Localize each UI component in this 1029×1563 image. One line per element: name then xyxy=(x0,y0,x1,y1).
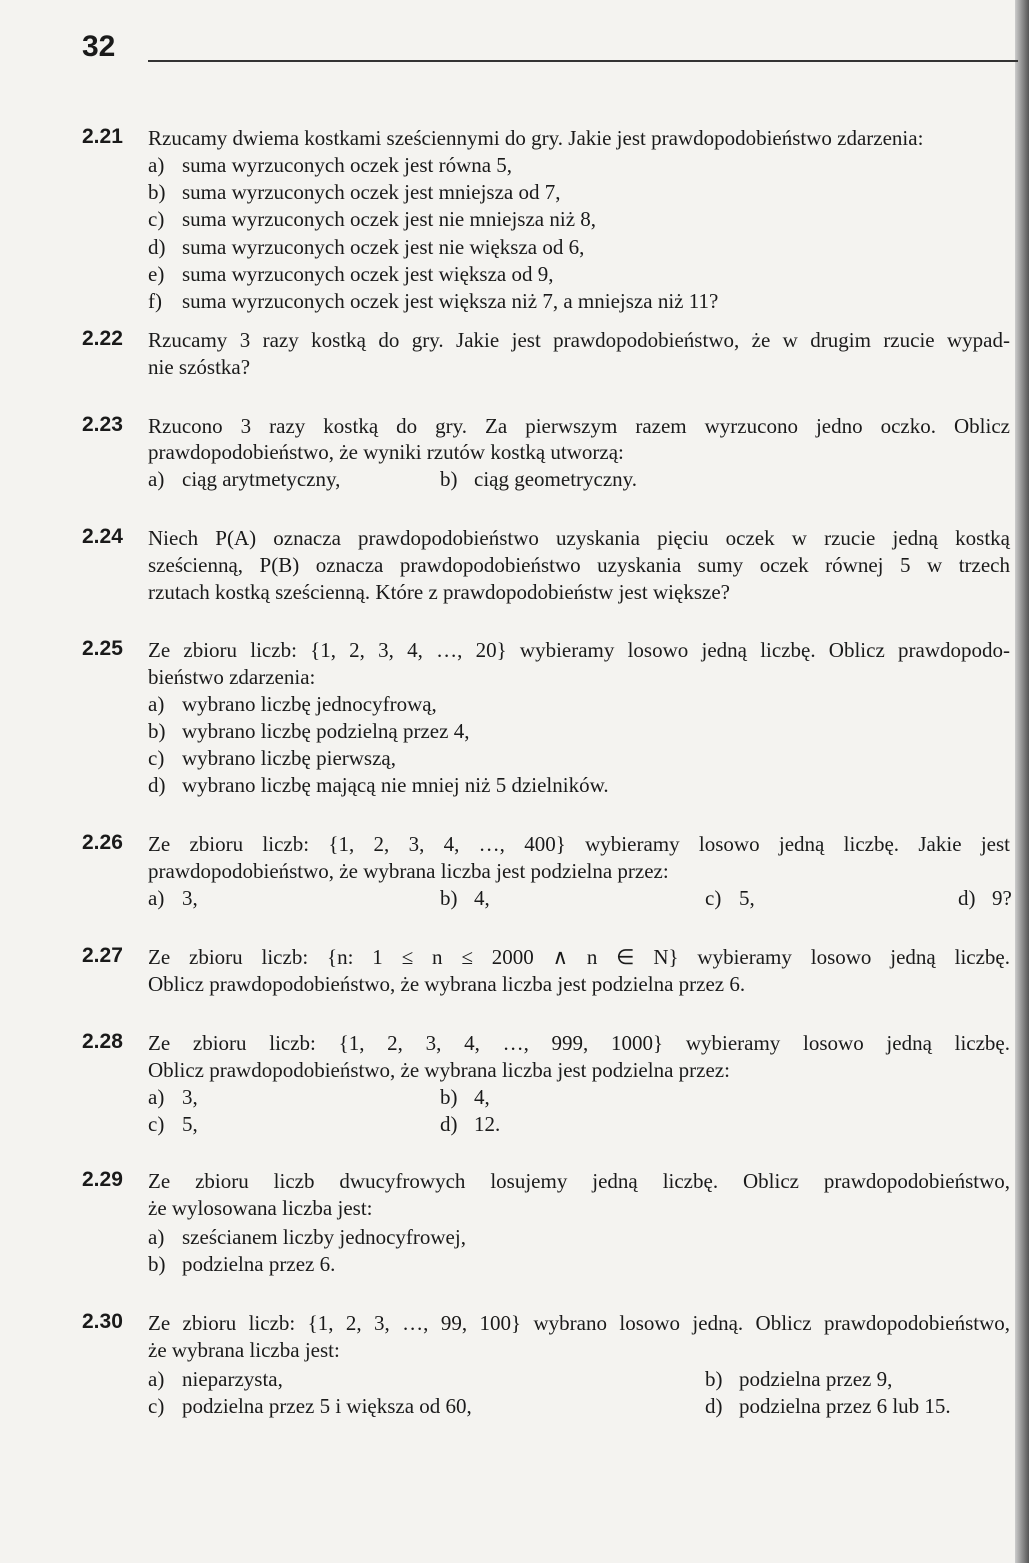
exercise-text: Rzucamy 3 razy kostką do gry. Jakie jest prawdopodobieństwo, że w drugim rzucie wypad- xyxy=(148,328,1010,352)
item-label: c) xyxy=(148,746,165,770)
exercise-text: Niech P(A) oznacza prawdopodobieństwo uzyskania pięciu oczek w rzucie jedną kostką xyxy=(148,526,1010,550)
exercise-text: prawdopodobieństwo, że wyniki rzutów kostką utworzą: xyxy=(148,440,624,464)
exercise-text: Ze zbioru liczb: {1, 2, 3, 4, …, 999, 1000} wybieramy losowo jedną liczbę. xyxy=(148,1031,1010,1055)
sub-item xyxy=(440,1084,490,1110)
exercise-number: 2.26 xyxy=(82,831,123,854)
item-text: 9? xyxy=(992,886,1012,910)
exercise-text: sześcienną, P(B) oznacza prawdopodobieństwo uzyskania sumy oczek równej 5 w trzech xyxy=(148,553,1010,577)
item-label: a) xyxy=(148,1225,165,1249)
item-text: sześcianem liczby jednocyfrowej, xyxy=(182,1225,466,1249)
sub-item xyxy=(148,885,198,911)
sub-item xyxy=(148,288,718,314)
page-number: 32 xyxy=(82,30,116,63)
item-label: a) xyxy=(148,467,165,491)
item-label: f) xyxy=(148,289,162,313)
item-text: 5, xyxy=(739,886,755,910)
sub-item xyxy=(148,1084,198,1110)
sub-item xyxy=(958,885,1012,911)
item-label: d) xyxy=(148,773,166,797)
item-label: b) xyxy=(440,1085,458,1109)
sub-item xyxy=(440,466,637,492)
sub-item xyxy=(440,1111,500,1137)
item-text: podzielna przez 9, xyxy=(739,1367,893,1391)
item-text: suma wyrzuconych oczek jest mniejsza od 7, xyxy=(182,180,561,204)
exercise-number: 2.25 xyxy=(82,637,123,660)
item-label: d) xyxy=(440,1112,458,1136)
item-text: 4, xyxy=(474,1085,490,1109)
sub-item xyxy=(148,152,512,178)
sub-item xyxy=(705,1393,951,1419)
item-text: podzielna przez 6. xyxy=(182,1252,336,1276)
exercise-text: Ze zbioru liczb: {n: 1 ≤ n ≤ 2000 ∧ n ∈ N} wybieramy losowo jedną liczbę. xyxy=(148,945,1010,969)
item-label: a) xyxy=(148,1085,165,1109)
sub-item xyxy=(148,1251,335,1277)
item-label: a) xyxy=(148,692,165,716)
sub-item xyxy=(148,1111,198,1137)
item-text: suma wyrzuconych oczek jest równa 5, xyxy=(182,153,513,177)
exercise-text: prawdopodobieństwo, że wybrana liczba jest podzielna przez: xyxy=(148,859,669,883)
item-label: c) xyxy=(148,207,165,231)
item-text: wybrano liczbę pierwszą, xyxy=(182,746,396,770)
sub-item xyxy=(148,261,553,287)
item-text: nieparzysta, xyxy=(182,1367,283,1391)
item-text: suma wyrzuconych oczek jest większa od 9, xyxy=(182,262,554,286)
sub-item xyxy=(148,1224,466,1250)
exercise-text: nie szóstka? xyxy=(148,355,251,379)
sub-item xyxy=(440,885,490,911)
exercise-text: Rzucono 3 razy kostką do gry. Za pierwszym razem wyrzucono jedno oczko. Oblicz xyxy=(148,414,1010,438)
item-label: d) xyxy=(148,235,166,259)
item-text: ciąg geometryczny. xyxy=(474,467,638,491)
exercise-text: Ze zbioru liczb: {1, 2, 3, 4, …, 400} wybieramy losowo jedną liczbę. Jakie jest xyxy=(148,832,1010,856)
exercise-text: rzutach kostką sześcienną. Które z prawdopodobieństw jest większe? xyxy=(148,580,730,604)
item-label: b) xyxy=(440,886,458,910)
exercise-text: Oblicz prawdopodobieństwo, że wybrana liczba jest podzielna przez 6. xyxy=(148,972,746,996)
item-label: a) xyxy=(148,153,165,177)
item-text: suma wyrzuconych oczek jest nie większa od 6, xyxy=(182,235,585,259)
item-label: c) xyxy=(148,1112,165,1136)
item-label: b) xyxy=(148,719,166,743)
item-text: wybrano liczbę mającą nie mniej niż 5 dzielników. xyxy=(182,773,609,797)
exercise-number: 2.29 xyxy=(82,1168,123,1191)
exercise-text: Ze zbioru liczb dwucyfrowych losujemy jedną liczbę. Oblicz prawdopodobieństwo, xyxy=(148,1169,1010,1193)
sub-item xyxy=(148,206,596,232)
item-text: wybrano liczbę jednocyfrową, xyxy=(182,692,437,716)
exercise-number: 2.23 xyxy=(82,413,123,436)
exercise-text: Ze zbioru liczb: {1, 2, 3, 4, …, 20} wybieramy losowo jedną liczbę. Oblicz prawdopodo- xyxy=(148,638,1010,662)
exercise-number: 2.21 xyxy=(82,125,123,148)
item-label: e) xyxy=(148,262,165,286)
exercise-number: 2.28 xyxy=(82,1030,123,1053)
item-text: 12. xyxy=(474,1112,501,1136)
item-label: b) xyxy=(440,467,458,491)
item-text: suma wyrzuconych oczek jest nie mniejsza niż 8, xyxy=(182,207,597,231)
sub-item xyxy=(148,718,469,744)
sub-item xyxy=(148,179,560,205)
sub-item xyxy=(705,885,755,911)
exercise-number: 2.27 xyxy=(82,944,123,967)
exercise-text: Rzucamy dwiema kostkami sześciennymi do gry. Jakie jest prawdopodobieństwo zdarzenia: xyxy=(148,126,924,150)
item-text: podzielna przez 6 lub 15. xyxy=(739,1394,951,1418)
item-label: b) xyxy=(148,1252,166,1276)
item-text: podzielna przez 5 i większa od 60, xyxy=(182,1394,472,1418)
item-text: 3, xyxy=(182,886,198,910)
header-rule xyxy=(148,60,1018,62)
item-label: b) xyxy=(705,1367,723,1391)
item-text: wybrano liczbę podzielną przez 4, xyxy=(182,719,470,743)
page-edge-shadow xyxy=(1015,0,1029,1563)
exercise-text: Oblicz prawdopodobieństwo, że wybrana liczba jest podzielna przez: xyxy=(148,1058,730,1082)
item-label: a) xyxy=(148,1367,165,1391)
item-text: suma wyrzuconych oczek jest większa niż 7, a mniejsza niż 11? xyxy=(182,289,719,313)
exercise-number: 2.24 xyxy=(82,525,123,548)
exercise-text: Ze zbioru liczb: {1, 2, 3, …, 99, 100} wybrano losowo jedną. Oblicz prawdopodobieństwo, xyxy=(148,1311,1010,1335)
sub-item xyxy=(148,234,584,260)
item-text: 3, xyxy=(182,1085,198,1109)
exercise-number: 2.22 xyxy=(82,327,123,350)
exercise-text: że wylosowana liczba jest: xyxy=(148,1196,373,1220)
item-label: c) xyxy=(705,886,722,910)
sub-item xyxy=(148,745,396,771)
sub-item xyxy=(148,1366,283,1392)
sub-item xyxy=(148,772,609,798)
item-label: c) xyxy=(148,1394,165,1418)
sub-item xyxy=(148,1393,472,1419)
item-label: a) xyxy=(148,886,165,910)
item-label: d) xyxy=(705,1394,723,1418)
item-text: 4, xyxy=(474,886,490,910)
item-text: 5, xyxy=(182,1112,198,1136)
exercise-number: 2.30 xyxy=(82,1310,123,1333)
exercise-text: że wybrana liczba jest: xyxy=(148,1338,340,1362)
item-label: d) xyxy=(958,886,976,910)
item-text: ciąg arytmetyczny, xyxy=(182,467,341,491)
item-label: b) xyxy=(148,180,166,204)
sub-item xyxy=(705,1366,892,1392)
sub-item xyxy=(148,691,437,717)
sub-item xyxy=(148,466,340,492)
exercise-text: bieństwo zdarzenia: xyxy=(148,665,316,689)
